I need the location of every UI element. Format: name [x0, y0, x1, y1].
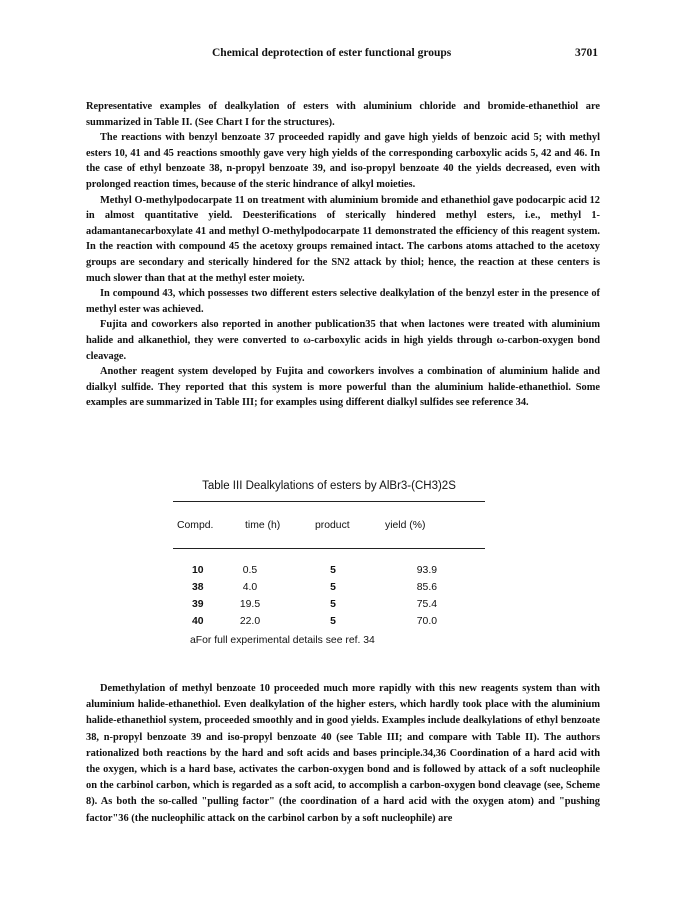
table-cell: 75.4 [416, 599, 437, 610]
table-cell: 38 [192, 582, 204, 593]
body-text-upper [86, 99, 600, 411]
column-header: Compd. [177, 520, 214, 531]
table-cell: 40 [192, 616, 204, 627]
table-cell: 5 [330, 582, 336, 593]
table-cell: 4.0 [242, 582, 258, 593]
paragraph: Representative examples of dealkylation of esters with aluminium chloride and bromide-ethanethiol are summarized in Table II. (See Chart I for the structures). [86, 101, 600, 128]
table-cell: 70.0 [416, 616, 437, 627]
table-cell: 19.5 [239, 599, 261, 610]
table-cell: 5 [330, 565, 336, 576]
table-row [173, 565, 485, 582]
paragraph: Methyl O-methylpodocarpate 11 on treatment with aluminium bromide and ethanethiol gave podocarpic acid 12 in almost quantitative yield. Deesterifications of sterically hindered methyl esters, i.e., methyl 1-adamantanecarboxylate 41 and methyl O-methylpodocarpate 11 demonstrated the efficiency of this reagent system. In the reaction with compound 45 the acetoxy groups remained intact. The carbons atoms attached to the acetoxy groups are secondary and sterically hindered for the SN2 attack by thiol; hence, the reaction at these centers is much slower than that at the methyl ester moiety. [86, 194, 600, 284]
paragraph: In compound 43, which possesses two different esters selective dealkylation of the benzyl ester in the presence of methyl ester was achieved. [86, 288, 600, 315]
running-title: Chemical deprotection of ester functional groups [212, 47, 452, 59]
paragraph: Demethylation of methyl benzoate 10 proceeded much more rapidly with this new reagents system than with aluminium halide-ethanethiol. Even dealkylation of the higher esters, which hardly took place with the aluminium halide-ethanethiol system, proceeded smoothly and in good yields. Examples include dealkylations of ethyl benzoate 38, n-propyl benzoate 39 and iso-propyl benzoate 40 (see Table III; and compare with Table II). The authors rationalized both reactions by the hard and soft acids and bases principle.34,36 Coordination of a hard acid with the oxygen, which is a hard base, activates the carbon-oxygen bond and is followed by attack of a soft nucleophile on the carbinol carbon, which is regarded as a soft acid, to accomplish a carbon-oxygen bond cleavage (see, Scheme 8). As both the so-called "pulling factor" (the coordination of a hard acid with the oxygen atom) and "pushing factor"36 (the nucleophilic attack on the carbinol carbon by a soft nucleophile) are [86, 683, 600, 824]
table-cell: 39 [192, 599, 204, 610]
table-header-rule [173, 548, 485, 549]
table-body [173, 565, 485, 633]
table-cell: 5 [330, 599, 336, 610]
table-cell: 85.6 [416, 582, 437, 593]
table-iii [173, 480, 485, 646]
running-header [86, 47, 598, 65]
paragraph: Fujita and coworkers also reported in another publication35 that when lactones were treated with aluminium halide and alkanethiol, they were converted to ω-carboxylic acids in high yields through ω-carbon-oxygen bond cleavage. [86, 319, 600, 362]
paragraph: Another reagent system developed by Fujita and coworkers involves a combination of aluminium halide and dialkyl sulfide. They reported that this system is more powerful than the aluminium halide-ethanethiol. Some examples are summarized in Table III; for examples using different dialkyl sulfides see reference 34. [86, 366, 600, 409]
table-cell: 0.5 [242, 565, 258, 576]
table-row [173, 616, 485, 633]
table-header-row [173, 520, 485, 536]
table-cell: 10 [192, 565, 204, 576]
table-cell: 22.0 [239, 616, 261, 627]
paragraph: The reactions with benzyl benzoate 37 proceeded rapidly and gave high yields of benzoic acid 5; with methyl esters 10, 41 and 45 reactions smoothly gave very high yields of the corresponding carboxylic acids 5, 42 and 46. In the case of ethyl benzoate 38, n-propyl benzoate 39, and iso-propyl benzoate 40 the yields decreased, even with prolonged reaction times, because of the steric hindrance of alkyl moieties. [86, 132, 600, 190]
table-footnote: aFor full experimental details see ref. 34 [190, 635, 375, 646]
table-cell: 93.9 [416, 565, 437, 576]
column-header: yield (%) [385, 520, 426, 531]
page-number: 3701 [575, 47, 598, 59]
table-top-rule [173, 501, 485, 502]
body-text-lower [86, 681, 600, 827]
column-header: product [315, 520, 350, 531]
column-header: time (h) [245, 520, 281, 531]
table-row [173, 599, 485, 616]
table-caption: Table III Dealkylations of esters by AlBr3-(CH3)2S [202, 480, 456, 492]
table-row [173, 582, 485, 599]
table-cell: 5 [330, 616, 336, 627]
